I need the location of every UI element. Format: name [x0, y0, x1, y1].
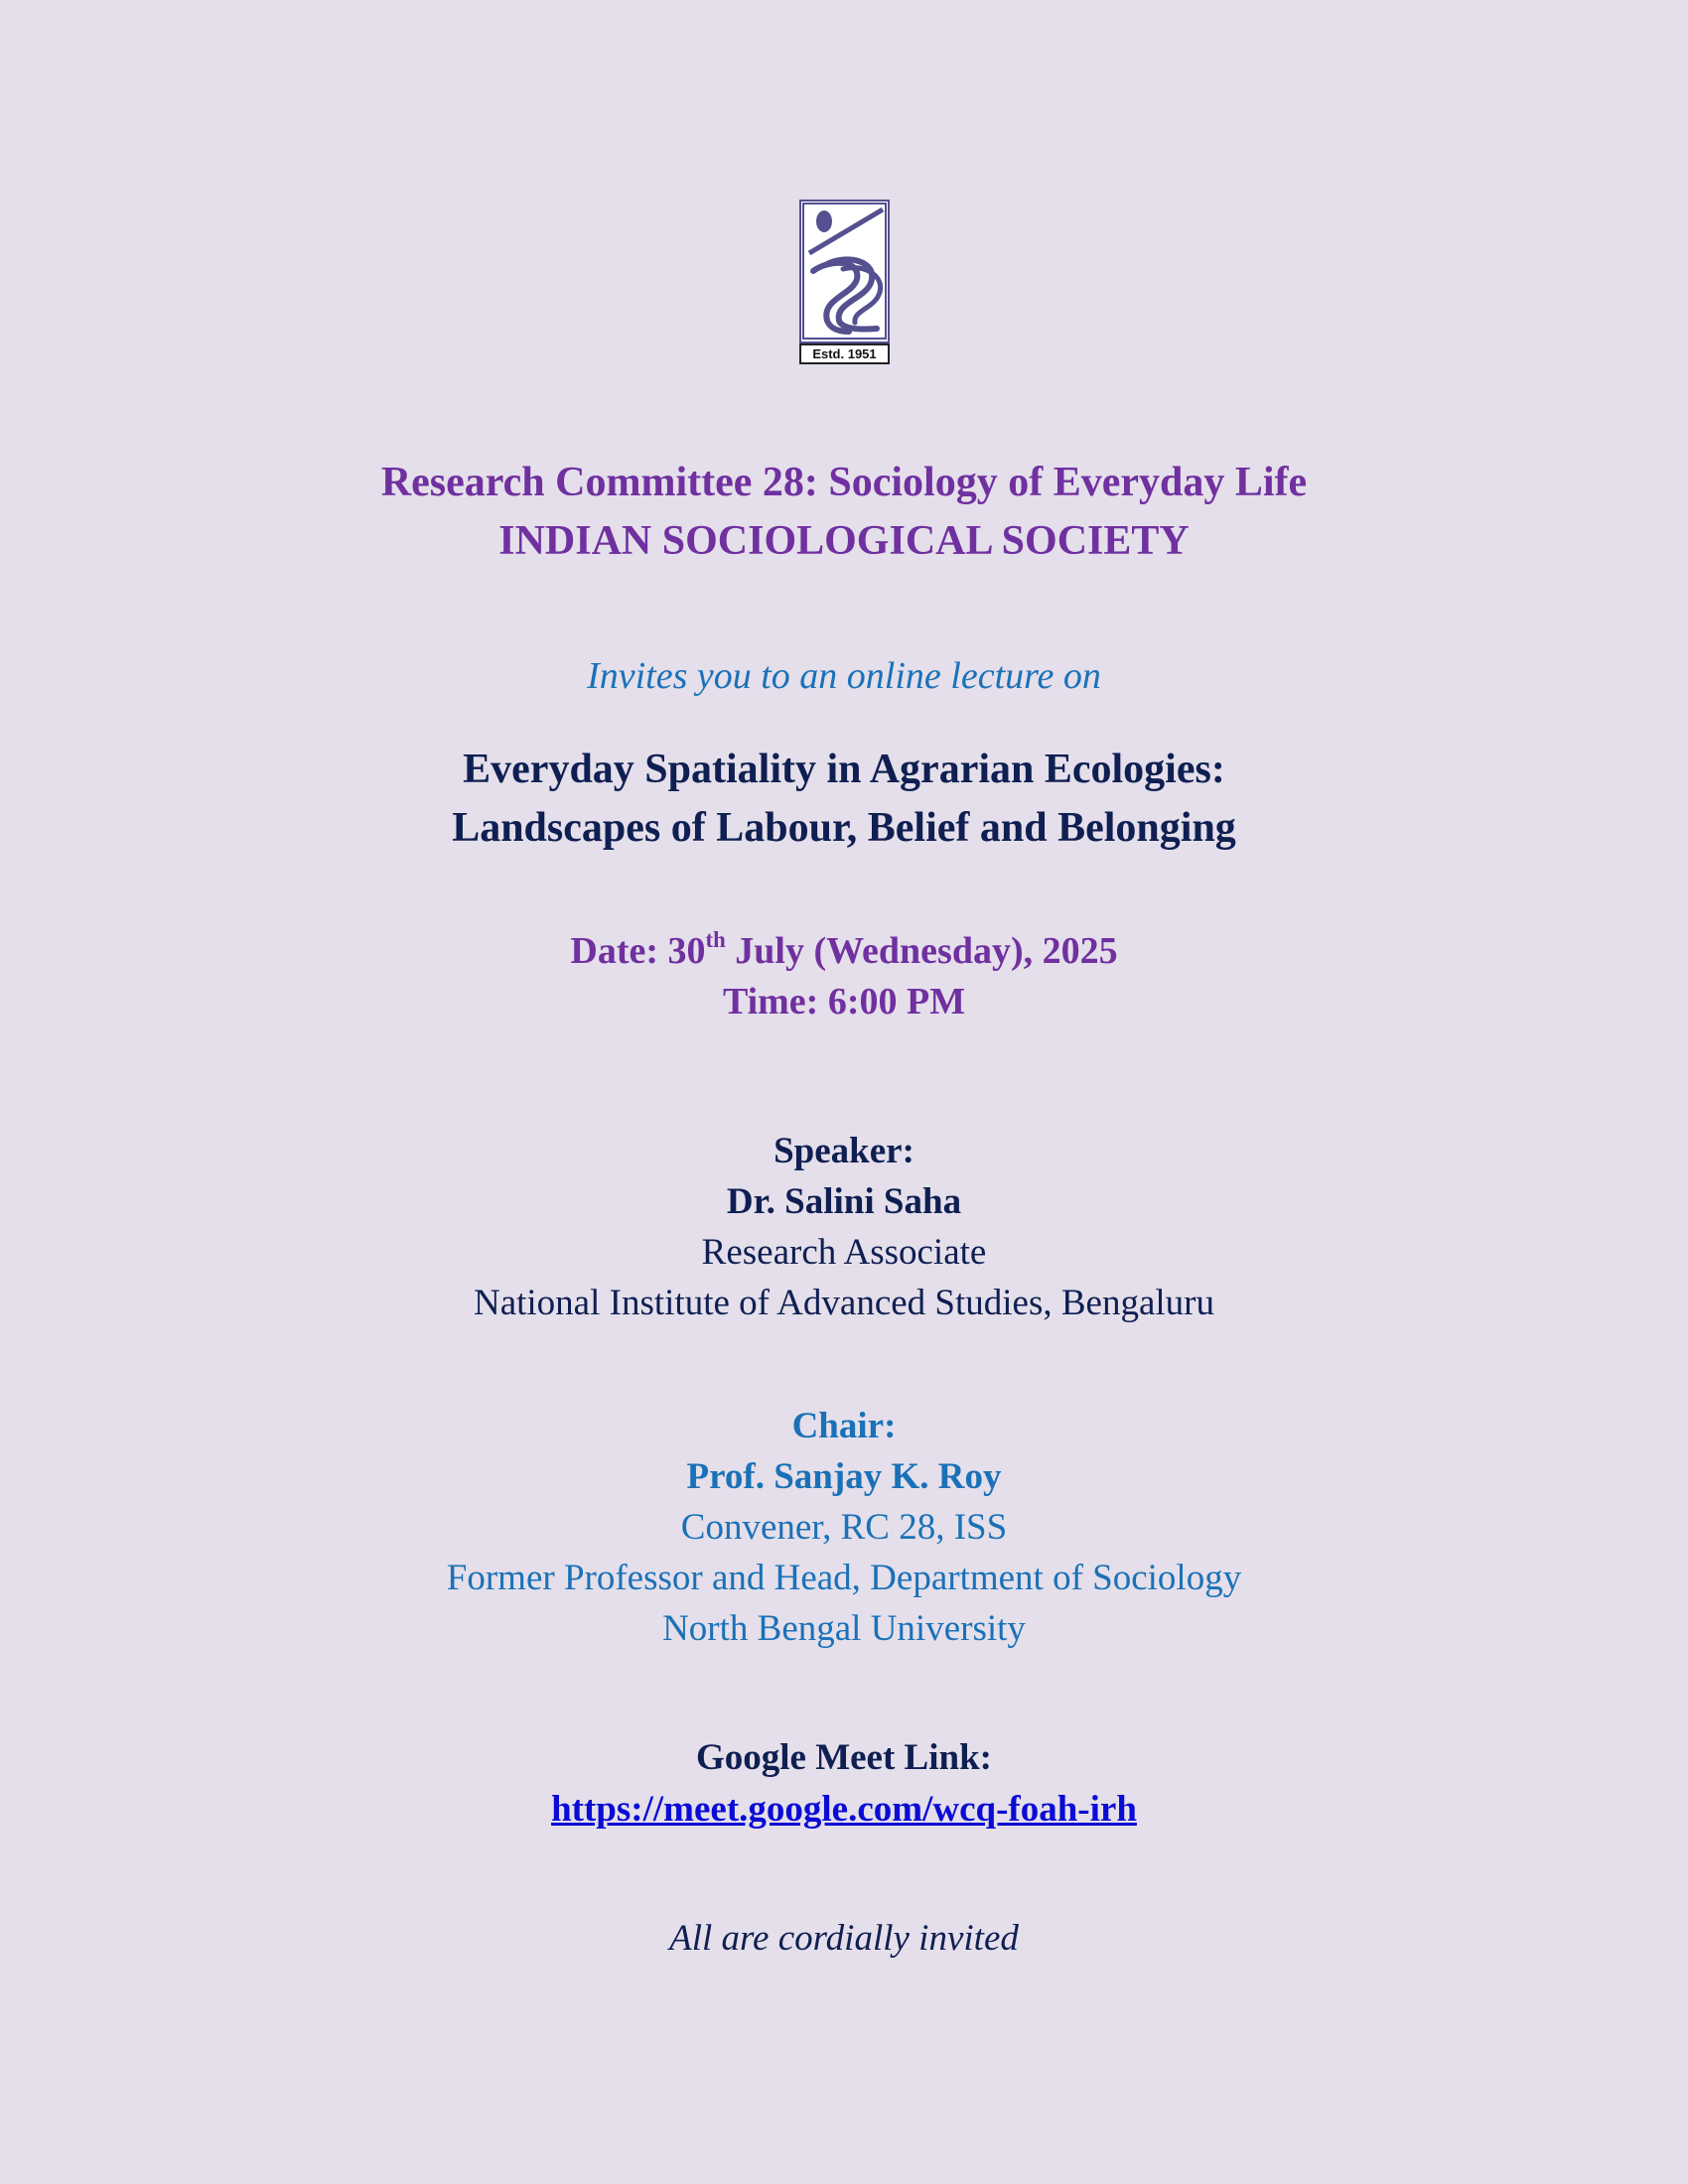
date-suffix: July (Wednesday), 2025	[725, 930, 1118, 972]
speaker-role: Research Associate	[701, 1232, 987, 1273]
date-prefix: Date: 30	[570, 930, 706, 972]
speaker-heading: Speaker:	[774, 1131, 914, 1171]
event-time: Time: 6:00 PM	[722, 981, 966, 1023]
date-ordinal: th	[705, 927, 726, 953]
committee-heading: Research Committee 28: Sociology of Everyday Life	[380, 460, 1308, 505]
society-logo	[799, 200, 890, 364]
chair-name: Prof. Sanjay K. Roy	[686, 1456, 1002, 1497]
lecture-title-line2: Landscapes of Labour, Belief and Belonging	[452, 805, 1236, 851]
chair-institution: North Bengal University	[662, 1608, 1026, 1649]
lecture-title-line1: Everyday Spatiality in Agrarian Ecologies:	[463, 747, 1225, 792]
society-heading: INDIAN SOCIOLOGICAL SOCIETY	[498, 518, 1190, 564]
meet-link[interactable]: https://meet.google.com/wcq-foah-irh	[551, 1789, 1137, 1830]
speaker-institution: National Institute of Advanced Studies, Bengaluru	[473, 1283, 1215, 1323]
speaker-name: Dr. Salini Saha	[726, 1181, 962, 1222]
event-date	[0, 927, 1688, 972]
closing-text: All are cordially invited	[669, 1918, 1019, 1959]
chair-position: Former Professor and Head, Department of Sociology	[446, 1558, 1242, 1598]
chair-heading: Chair:	[791, 1406, 897, 1446]
invite-text: Invites you to an online lecture on	[587, 655, 1101, 697]
chair-role: Convener, RC 28, ISS	[680, 1507, 1008, 1548]
svg-text:Estd. 1951: Estd. 1951	[812, 346, 877, 361]
society-emblem-icon	[799, 200, 890, 364]
meet-heading: Google Meet Link:	[695, 1737, 992, 1778]
meet-link-row	[0, 1791, 1688, 1828]
